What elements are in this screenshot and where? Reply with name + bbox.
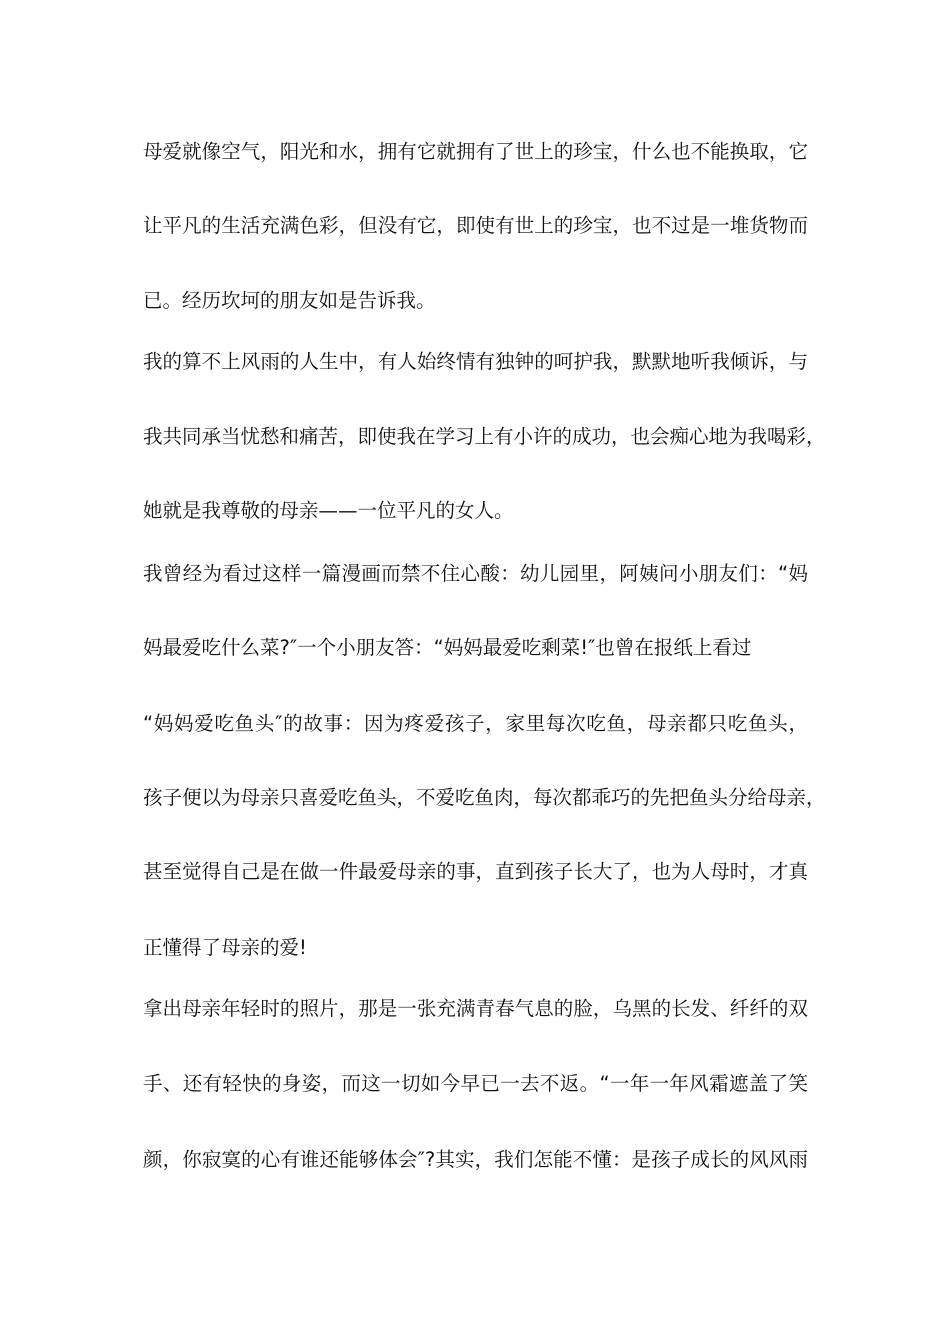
text-line-14: 手、还有轻快的身姿，而这一切如今早已一去不返。“一年一年风霜遮盖了笑 — [143, 1072, 808, 1095]
text-line-9: “妈妈爱吃鱼头″的故事：因为疼爱孩子，家里每次吃鱼，母亲都只吃鱼头， — [143, 712, 808, 735]
text-line-6: 她就是我尊敬的母亲——一位平凡的女人。 — [143, 499, 514, 522]
text-line-10: 孩子便以为母亲只喜爱吃鱼头，不爱吃鱼肉，每次都乖巧的先把鱼头分给母亲， — [143, 786, 826, 809]
text-line-15: 颜，你寂寞的心有谁还能够体会″?其实，我们怎能不懂：是孩子成长的风风雨 — [143, 1148, 808, 1171]
text-line-2: 让平凡的生活充满色彩，但没有它，即使有世上的珍宝，也不过是一堆货物而 — [143, 214, 808, 237]
text-line-5: 我共同承当忧愁和痛苦，即使我在学习上有小许的成功，也会痴心地为我喝彩， — [143, 425, 826, 448]
text-line-11: 甚至觉得自己是在做一件最爱母亲的事，直到孩子长大了，也为人母时，才真 — [143, 860, 808, 883]
text-line-13: 拿出母亲年轻时的照片，那是一张充满青春气息的脸，乌黑的长发、纤纤的双 — [143, 997, 808, 1020]
text-line-3: 已。经历坎坷的朋友如是告诉我。 — [143, 289, 436, 312]
text-line-7: 我曾经为看过这样一篇漫画而禁不住心酸：幼儿园里，阿姨问小朋友们：“妈 — [143, 562, 808, 585]
text-line-12: 正懂得了母亲的爱! — [143, 936, 307, 959]
text-line-8: 妈最爱吃什么菜?″一个小朋友答：“妈妈最爱吃剩菜!″也曾在报纸上看过 — [143, 636, 752, 659]
text-line-4: 我的算不上风雨的人生中，有人始终情有独钟的呵护我，默默地听我倾诉，与 — [143, 350, 808, 373]
text-line-1: 母爱就像空气，阳光和水，拥有它就拥有了世上的珍宝，什么也不能换取，它 — [143, 140, 808, 163]
